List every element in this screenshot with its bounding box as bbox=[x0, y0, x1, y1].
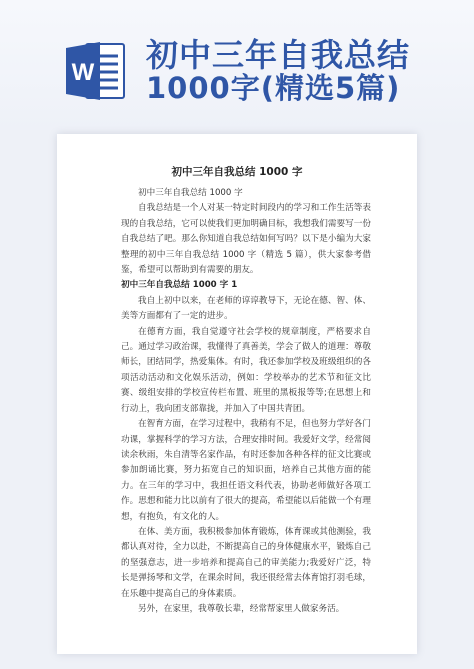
word-icon-letter: W bbox=[71, 59, 95, 86]
paragraph-opening: 我自上初中以来，在老师的谆谆教导下，无论在德、智、体、美等方面都有了一定的进步。 bbox=[121, 295, 371, 322]
paragraph-intellect: 在智育方面，在学习过程中，我稍有不足，但也努力学好各门功课，掌握科学的学习方法，合理安排时间。我爱好文学，经常阅读余秋雨，朱自清等名家作品，有时还参加各种各样的征文比赛或参加朗诵比赛，努力拓宽自己的知识面，培养自己其他方面的能力。在三年的学习中，我担任语文科代表，协助老师做好各项工作。思想和能力比以前有了很大的提高，希望能以后能做一个有理想，有抱负，有文化的人。 bbox=[121, 419, 371, 522]
paragraph-subtitle: 初中三年自我总结 1000 字 bbox=[138, 188, 243, 198]
paragraph-sports-arts: 在体、美方面，我积极参加体育锻炼，体育课或其他测验，我都认真对待，全力以赴，不断提高自己的身体健康水平，锻炼自己的坚强意志，进一步培养和提高自己的审美能力;我爱好广泛，特长是弹扬琴和文学，在课余时间，我还很经常去体育馆打羽毛球，在乐趣中提高自己的身体素质。 bbox=[121, 526, 371, 599]
word-document-icon bbox=[66, 38, 126, 104]
paragraph-family: 另外，在家里，我尊敬长辈，经常帮家里人做家务活。 bbox=[138, 603, 345, 614]
page-title-line2: 1000字(精选5篇) bbox=[146, 71, 401, 105]
paragraph-intro: 自我总结是一个人对某一特定时间段内的学习和工作生活等表现的自我总结，它可以使我们更加明确目标，我想我们需要写一份自我总结了吧。那么你知道自我总结如何写吗？以下是小编为大家整理的初中三年自我总结 1000 字（精选 5 篇），供大家参考借鉴，希望可以帮助到有需要的朋友。 bbox=[121, 203, 371, 276]
document-page bbox=[57, 134, 417, 654]
page-title-line1: 初中三年自我总结 bbox=[146, 36, 411, 74]
document-body bbox=[121, 186, 371, 617]
section-heading: 初中三年自我总结 1000 字 1 bbox=[121, 280, 238, 291]
paragraph-moral: 在德育方面，我自觉遵守社会学校的规章制度，严格要求自己。通过学习政治课，我懂得了真善美，学会了做人的道理：尊敬师长，团结同学，热爱集体。有时，我还参加学校及班级组织的各项活动活动和文化娱乐活动，例如：学校举办的艺术节和征文比赛、级组安排的学校宣传栏布置、班里的黑板报等等;在思想上和行动上，我向团支部靠拢，并加入了中国共青团。 bbox=[121, 326, 371, 414]
document-title: 初中三年自我总结 1000 字 bbox=[171, 166, 303, 178]
